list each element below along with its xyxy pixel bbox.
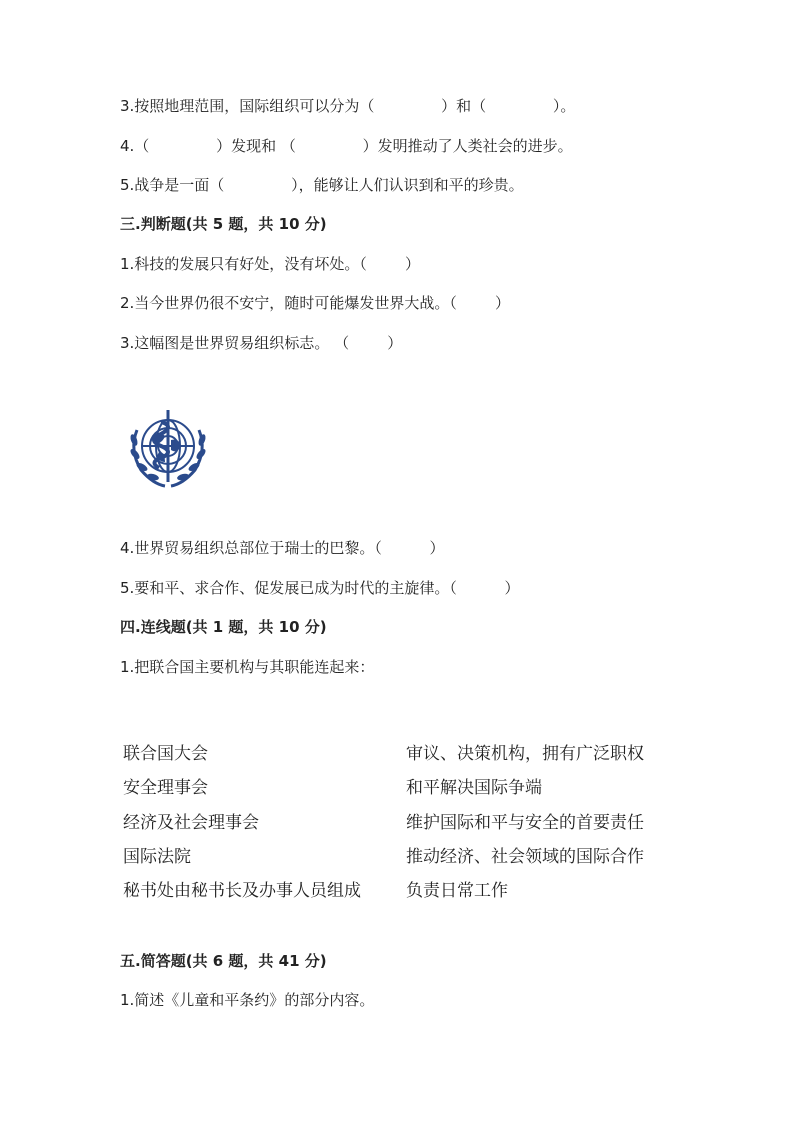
section-match-heading: 四.连线题(共 1 题，共 10 分) (120, 618, 327, 636)
match-left-item: 经济及社会理事会 (123, 813, 259, 833)
un-emblem-icon (123, 406, 213, 492)
section-judge-heading: 三.判断题(共 5 题，共 10 分) (120, 215, 327, 233)
match-right-item: 维护国际和平与安全的首要责任 (406, 813, 644, 833)
match-left-item: 秘书处由秘书长及办事人员组成 (123, 881, 361, 901)
match-right-item: 审议、决策机构，拥有广泛职权 (406, 744, 644, 764)
short-question-1: 1.简述《儿童和平条约》的部分内容。 (120, 991, 375, 1009)
match-question-1: 1.把联合国主要机构与其职能连起来： (120, 658, 375, 676)
match-right-item: 负责日常工作 (406, 881, 508, 901)
match-right-item: 和平解决国际争端 (406, 778, 542, 798)
match-left-item: 国际法院 (123, 847, 191, 867)
fill-blank-question-3: 3.按照地理范围，国际组织可以分为（ ）和（ ）。 (120, 97, 576, 115)
match-left-item: 联合国大会 (123, 744, 208, 764)
judge-question-4: 4.世界贸易组织总部位于瑞士的巴黎。（ ） (120, 539, 445, 557)
judge-question-1: 1.科技的发展只有好处，没有坏处。（ ） (120, 255, 420, 273)
section-short-heading: 五.简答题(共 6 题，共 41 分) (120, 952, 327, 970)
judge-question-2: 2.当今世界仍很不安宁，随时可能爆发世界大战。（ ） (120, 294, 510, 312)
fill-blank-question-5: 5.战争是一面（ ），能够让人们认识到和平的珍贵。 (120, 176, 524, 194)
judge-question-5: 5.要和平、求合作、促发展已成为时代的主旋律。（ ） (120, 579, 520, 597)
match-right-item: 推动经济、社会领域的国际合作 (406, 847, 644, 867)
judge-question-3: 3.这幅图是世界贸易组织标志。 （ ） (120, 334, 403, 352)
fill-blank-question-4: 4.（ ）发现和 （ ）发明推动了人类社会的进步。 (120, 137, 573, 155)
match-left-item: 安全理事会 (123, 778, 208, 798)
